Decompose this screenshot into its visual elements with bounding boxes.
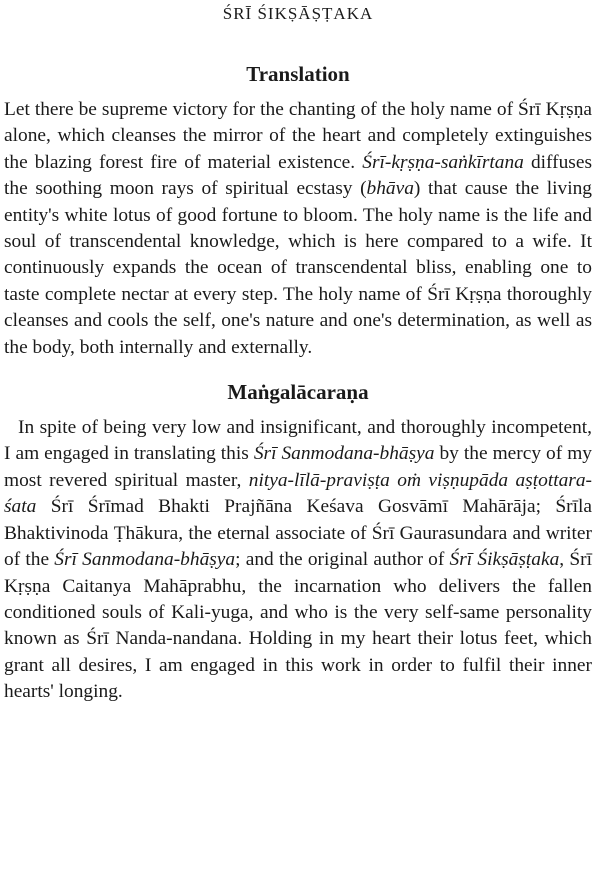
italic-run: bhāva [366, 178, 414, 200]
translation-paragraph [4, 97, 592, 361]
text-run: In spite of being very low and insignificant, and thoroughly incompetent, I am engaged in translating this [4, 417, 592, 465]
text-run: , Śrī Kṛṣṇa Caitanya Mahāprabhu, the incarnation who delivers the fallen conditioned souls of Kali-yuga, and who is the very self-same personality known as Śrī Nanda-nandana. Holding in my heart their lotus feet, which grant all desires, I am engaged in this work in order to fulfil their inner hearts' longing. [4, 549, 592, 703]
italic-run: nitya-līlā-praviṣṭa oṁ viṣṇupāda aṣṭottara-śata [4, 469, 592, 518]
italic-run: Śrī Śikṣāṣṭaka [449, 549, 560, 571]
section-heading-translation: Translation [246, 62, 350, 86]
italic-run: Śrī Sanmodana-bhāṣya [253, 443, 435, 465]
text-run: ) that cause the living entity's white lotus of good fortune to bloom. The holy name is the life and soul of transcendental knowledge, which is here compared to a wife. It continuously expands the ocean of transcendental bliss, enabling one to taste complete nectar at every step. The holy name of Śrī Kṛṣṇa thoroughly cleanses and cools the self, one's nature and one's determination, as well as the body, both internally and externally. [4, 178, 592, 358]
text-run: by the mercy of my most revered spiritual master, [4, 443, 592, 491]
text-run: Śrī Śrīmad Bhakti Prajñāna Keśava Gosvāmī Mahārāja; Śrīla Bhaktivinoda Ṭhākura, the eternal associate of Śrī Gaurasundara and writer of the [4, 496, 592, 571]
italic-run: Śrī Sanmodana-bhāṣya [54, 549, 236, 571]
text-run: ; and the original author of [235, 549, 450, 571]
text-run: Let there be supreme victory for the chanting of the holy name of Śrī Kṛṣṇa alone, which cleanses the mirror of the heart and completely extinguishes the blazing forest fire of material existence. [4, 99, 592, 173]
running-head: ŚRĪ ŚIKṢĀṢṬAKA [222, 4, 374, 23]
text-run: diffuses the soothing moon rays of spiritual ecstasy ( [4, 151, 592, 200]
mangalacarana-paragraph [4, 415, 592, 705]
italic-run: Śrī-kṛṣṇa-saṅkīrtana [362, 151, 524, 173]
section-heading-mangalacarana: Maṅgalācaraṇa [227, 380, 369, 405]
